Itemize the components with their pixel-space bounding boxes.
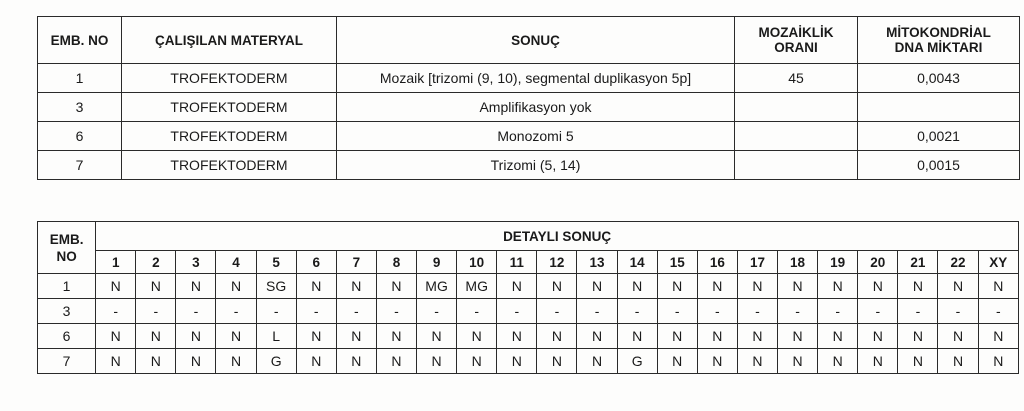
chromosome-result-cell: - bbox=[697, 299, 737, 324]
chromosome-result-cell: N bbox=[376, 274, 416, 299]
chromosome-result-cell: N bbox=[176, 324, 216, 349]
chromosome-result-cell: - bbox=[336, 299, 376, 324]
detail-row bbox=[38, 274, 1019, 299]
chromosome-result-cell: N bbox=[96, 324, 136, 349]
chromosome-result-cell: - bbox=[938, 299, 978, 324]
chromosome-result-cell: N bbox=[898, 324, 938, 349]
chromosome-result-cell: N bbox=[778, 274, 818, 299]
detail-emb-line1: EMB. bbox=[49, 231, 84, 247]
chromosome-header: 6 bbox=[296, 251, 336, 274]
chromosome-result-cell: N bbox=[737, 349, 777, 374]
chromosome-result-cell: N bbox=[577, 324, 617, 349]
chromosome-result-cell: N bbox=[657, 349, 697, 374]
chromosome-result-cell: N bbox=[737, 274, 777, 299]
chromosome-result-cell: N bbox=[938, 274, 978, 299]
chromosome-header: 1 bbox=[96, 251, 136, 274]
chromosome-result-cell: - bbox=[376, 299, 416, 324]
header-emb-no: EMB. NO bbox=[38, 17, 122, 64]
summary-row bbox=[38, 151, 1020, 180]
chromosome-header: 16 bbox=[697, 251, 737, 274]
detail-header-emb-no bbox=[38, 222, 96, 274]
mito-dna-cell: 0,0021 bbox=[858, 122, 1020, 151]
chromosome-header: XY bbox=[978, 251, 1018, 274]
chromosome-header: 9 bbox=[417, 251, 457, 274]
chromosome-result-cell: - bbox=[176, 299, 216, 324]
chromosome-header: 7 bbox=[336, 251, 376, 274]
material-cell: TROFEKTODERM bbox=[122, 151, 337, 180]
chromosome-result-cell: N bbox=[938, 349, 978, 374]
result-cell: Monozomi 5 bbox=[337, 122, 735, 151]
chromosome-result-cell: N bbox=[216, 274, 256, 299]
detailed-result-table bbox=[37, 221, 1019, 374]
chromosome-result-cell: N bbox=[457, 324, 497, 349]
material-cell: TROFEKTODERM bbox=[122, 122, 337, 151]
result-summary-table bbox=[37, 16, 1020, 180]
detail-row bbox=[38, 349, 1019, 374]
chromosome-result-cell: N bbox=[216, 349, 256, 374]
detail-emb-line2: NO bbox=[56, 248, 77, 264]
chromosome-result-cell: - bbox=[858, 299, 898, 324]
detail-emb-no-cell: 6 bbox=[38, 324, 96, 349]
chromosome-result-cell: N bbox=[818, 349, 858, 374]
chromosome-result-cell: N bbox=[577, 349, 617, 374]
chromosome-result-cell: N bbox=[537, 324, 577, 349]
chromosome-result-cell: N bbox=[417, 324, 457, 349]
chromosome-result-cell: L bbox=[256, 324, 296, 349]
mito-dna-cell: 0,0015 bbox=[858, 151, 1020, 180]
chromosome-result-cell: - bbox=[256, 299, 296, 324]
chromosome-header-row bbox=[38, 251, 1019, 274]
detail-emb-no-cell: 1 bbox=[38, 274, 96, 299]
chromosome-result-cell: G bbox=[617, 349, 657, 374]
chromosome-result-cell: - bbox=[737, 299, 777, 324]
header-mito-dna bbox=[858, 17, 1020, 64]
chromosome-result-cell: N bbox=[537, 274, 577, 299]
chromosome-result-cell: N bbox=[336, 349, 376, 374]
summary-table-body bbox=[38, 64, 1020, 180]
chromosome-result-cell: MG bbox=[417, 274, 457, 299]
summary-row bbox=[38, 122, 1020, 151]
chromosome-result-cell: N bbox=[176, 274, 216, 299]
emb-no-cell: 7 bbox=[38, 151, 122, 180]
chromosome-result-cell: N bbox=[778, 324, 818, 349]
chromosome-result-cell: - bbox=[497, 299, 537, 324]
material-cell: TROFEKTODERM bbox=[122, 64, 337, 93]
mito-dna-cell: 0,0043 bbox=[858, 64, 1020, 93]
chromosome-result-cell: N bbox=[858, 349, 898, 374]
chromosome-result-cell: - bbox=[577, 299, 617, 324]
chromosome-result-cell: N bbox=[497, 274, 537, 299]
chromosome-result-cell: N bbox=[96, 274, 136, 299]
header-mito-line1: MİTOKONDRİAL bbox=[886, 25, 991, 40]
chromosome-result-cell: N bbox=[617, 324, 657, 349]
summary-header-row bbox=[38, 17, 1020, 64]
chromosome-result-cell: - bbox=[96, 299, 136, 324]
chromosome-result-cell: N bbox=[697, 324, 737, 349]
emb-no-cell: 6 bbox=[38, 122, 122, 151]
chromosome-header: 11 bbox=[497, 251, 537, 274]
chromosome-header: 19 bbox=[818, 251, 858, 274]
chromosome-result-cell: N bbox=[136, 324, 176, 349]
chromosome-result-cell: N bbox=[657, 274, 697, 299]
chromosome-result-cell: N bbox=[537, 349, 577, 374]
chromosome-result-cell: - bbox=[898, 299, 938, 324]
chromosome-result-cell: SG bbox=[256, 274, 296, 299]
chromosome-result-cell: - bbox=[296, 299, 336, 324]
detail-emb-no-cell: 3 bbox=[38, 299, 96, 324]
chromosome-result-cell: N bbox=[136, 349, 176, 374]
chromosome-result-cell: N bbox=[617, 274, 657, 299]
chromosome-result-cell: N bbox=[296, 274, 336, 299]
chromosome-result-cell: N bbox=[296, 324, 336, 349]
mito-dna-cell bbox=[858, 93, 1020, 122]
chromosome-header: 10 bbox=[457, 251, 497, 274]
chromosome-header: 22 bbox=[938, 251, 978, 274]
chromosome-result-cell: N bbox=[818, 324, 858, 349]
chromosome-result-cell: - bbox=[978, 299, 1018, 324]
chromosome-result-cell: N bbox=[978, 274, 1018, 299]
chromosome-result-cell: N bbox=[376, 324, 416, 349]
chromosome-result-cell: MG bbox=[457, 274, 497, 299]
chromosome-result-cell: - bbox=[136, 299, 176, 324]
result-cell: Trizomi (5, 14) bbox=[337, 151, 735, 180]
chromosome-result-cell: - bbox=[778, 299, 818, 324]
mosaic-ratio-cell bbox=[735, 151, 858, 180]
chromosome-header: 13 bbox=[577, 251, 617, 274]
chromosome-header: 18 bbox=[778, 251, 818, 274]
chromosome-result-cell: N bbox=[737, 324, 777, 349]
result-cell: Mozaik [trizomi (9, 10), segmental duplikasyon 5p] bbox=[337, 64, 735, 93]
header-mosaic-line1: MOZAİKLİK bbox=[758, 25, 834, 40]
header-material: ÇALIŞILAN MATERYAL bbox=[122, 17, 337, 64]
chromosome-result-cell: N bbox=[497, 324, 537, 349]
chromosome-header: 20 bbox=[858, 251, 898, 274]
chromosome-result-cell: G bbox=[256, 349, 296, 374]
chromosome-result-cell: - bbox=[537, 299, 577, 324]
chromosome-result-cell: N bbox=[96, 349, 136, 374]
detail-emb-no-cell: 7 bbox=[38, 349, 96, 374]
chromosome-result-cell: N bbox=[697, 349, 737, 374]
chromosome-header: 2 bbox=[136, 251, 176, 274]
chromosome-result-cell: N bbox=[136, 274, 176, 299]
chromosome-result-cell: - bbox=[417, 299, 457, 324]
chromosome-result-cell: N bbox=[336, 324, 376, 349]
chromosome-result-cell: N bbox=[818, 274, 858, 299]
chromosome-result-cell: - bbox=[617, 299, 657, 324]
chromosome-result-cell: N bbox=[898, 274, 938, 299]
detail-table-body bbox=[38, 274, 1019, 374]
chromosome-result-cell: N bbox=[697, 274, 737, 299]
chromosome-result-cell: N bbox=[336, 274, 376, 299]
chromosome-result-cell: - bbox=[457, 299, 497, 324]
detail-title: DETAYLI SONUÇ bbox=[96, 222, 1019, 251]
chromosome-result-cell: N bbox=[577, 274, 617, 299]
detail-row bbox=[38, 324, 1019, 349]
summary-row bbox=[38, 64, 1020, 93]
chromosome-result-cell: N bbox=[858, 324, 898, 349]
chromosome-result-cell: N bbox=[978, 324, 1018, 349]
chromosome-result-cell: N bbox=[497, 349, 537, 374]
chromosome-result-cell: N bbox=[657, 324, 697, 349]
header-mosaic-line2: ORANI bbox=[774, 40, 818, 55]
header-mosaicism-ratio bbox=[735, 17, 858, 64]
header-mito-line2: DNA MİKTARI bbox=[894, 40, 983, 55]
chromosome-header: 3 bbox=[176, 251, 216, 274]
detail-row bbox=[38, 299, 1019, 324]
chromosome-result-cell: N bbox=[376, 349, 416, 374]
summary-row bbox=[38, 93, 1020, 122]
emb-no-cell: 1 bbox=[38, 64, 122, 93]
chromosome-result-cell: - bbox=[657, 299, 697, 324]
chromosome-result-cell: N bbox=[938, 324, 978, 349]
mosaic-ratio-cell: 45 bbox=[735, 64, 858, 93]
mosaic-ratio-cell bbox=[735, 93, 858, 122]
chromosome-header: 8 bbox=[376, 251, 416, 274]
chromosome-result-cell: N bbox=[176, 349, 216, 374]
chromosome-result-cell: N bbox=[858, 274, 898, 299]
chromosome-header: 12 bbox=[537, 251, 577, 274]
chromosome-result-cell: - bbox=[818, 299, 858, 324]
result-cell: Amplifikasyon yok bbox=[337, 93, 735, 122]
chromosome-result-cell: N bbox=[778, 349, 818, 374]
chromosome-result-cell: - bbox=[216, 299, 256, 324]
chromosome-result-cell: N bbox=[898, 349, 938, 374]
chromosome-header: 21 bbox=[898, 251, 938, 274]
material-cell: TROFEKTODERM bbox=[122, 93, 337, 122]
chromosome-header: 14 bbox=[617, 251, 657, 274]
emb-no-cell: 3 bbox=[38, 93, 122, 122]
chromosome-header: 5 bbox=[256, 251, 296, 274]
detail-title-row bbox=[38, 222, 1019, 251]
chromosome-header: 15 bbox=[657, 251, 697, 274]
chromosome-header: 4 bbox=[216, 251, 256, 274]
header-result: SONUÇ bbox=[337, 17, 735, 64]
chromosome-result-cell: N bbox=[457, 349, 497, 374]
mosaic-ratio-cell bbox=[735, 122, 858, 151]
chromosome-result-cell: N bbox=[216, 324, 256, 349]
chromosome-result-cell: N bbox=[978, 349, 1018, 374]
chromosome-result-cell: N bbox=[417, 349, 457, 374]
chromosome-header: 17 bbox=[737, 251, 777, 274]
chromosome-result-cell: N bbox=[296, 349, 336, 374]
